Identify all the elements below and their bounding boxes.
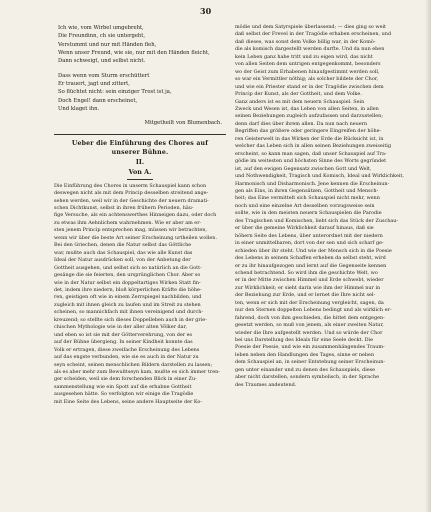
text-line: mit Eine Seite des Lebens, seine andere Hauptseite der Ko- — [54, 398, 202, 405]
right-column — [235, 24, 415, 389]
poem-line: Die Freundinn, ch sie untergeht, — [58, 33, 146, 40]
text-line: des Lebens in seinem Schaffen erheben da selbst steht, wird — [235, 255, 386, 262]
text-line: Volk er ertragen, diese zweifache Erscheinung des Lebens — [54, 346, 200, 353]
text-line: fahrend, doch von ihm geschieden, die hittet dem entgegen- — [235, 314, 385, 321]
text-line: schieden über ihr steht. Und wie der Mensch sich in die Poesie — [235, 247, 392, 254]
text-line: wie in der Natur selbst ein doppeltartiges Wirken Statt fin- — [54, 279, 201, 286]
text-line: er zu ihr hinaufgezogen und lernt auf die Gegenseite kennen — [235, 262, 387, 269]
text-line: bei uns Darstellung des Ideals für eine Seele deckt. Die — [235, 337, 373, 344]
text-line: sollte, wie in den meisten neuern Schauspielen die Parodie — [235, 210, 382, 217]
text-line: gesänge die sie feierten, den ursprünglichen Chor. Aber so — [54, 272, 201, 279]
text-line: Bei den Griechen, denen die Natur selbst das Göttliche — [54, 242, 192, 249]
text-line: Ideal der Natur ausdrücken soll, von der Anbetung der — [54, 257, 191, 264]
text-line: gen unter einander und zu denen des Schauspiels, diese — [235, 366, 376, 373]
text-line: daß selbst der Frevel in der Tragödie erhaben erscheinen, und — [235, 31, 392, 38]
text-line: des Tragischen und Komischen, liebt sich das Stück der Zuschau- — [235, 217, 399, 224]
text-line: ten, wenn er sich mit der Erscheinung vergleicht, sagen, da — [235, 299, 384, 306]
text-line: sten jenem Princip entsprechen mag, müssen wir betrachten, — [54, 227, 207, 234]
text-line: ausgesehen hätte. So verfolgten wir einige die Tragödie — [54, 391, 194, 398]
text-line: zugleich mit ihnen gleich zu laufen und im Streit zu stehen — [54, 301, 201, 308]
text-line: und eben so ist sie mit der Götterverehrung, von der es — [54, 331, 193, 338]
text-line: in einer unmittelbaren, dort von der sen und sich scharf ge- — [235, 240, 384, 247]
text-line: die als komisch dargestellt werden durfte. Und da nun eben — [235, 46, 385, 53]
poem-line: Und klaget ihn. — [58, 106, 100, 113]
text-line: gödie im weitesten und höchsten Sinne des Worts gegründet — [235, 158, 387, 165]
text-line: des Traumes andeutend. — [235, 381, 297, 388]
text-line: dem Schauspiel an, in seiner Entstehung seiner Erscheinun- — [235, 359, 386, 366]
text-line: schen Dichtkunst, selbst in ihren frühern Perioden, häu- — [54, 204, 194, 211]
text-line: aber nicht darstellen, sondern symbolisch, in der Sprache — [235, 374, 379, 381]
text-line: kreuzend; so stellte sich dieses Doppelleben auch in der grie- — [54, 316, 207, 323]
text-line: seyn scheint, seinen menschlichen Bildern darstellen zu lassen; — [54, 361, 213, 368]
text-line: fige Versuche, als ein achtenswerthes Hinneigen dazu, oder doch — [54, 212, 217, 219]
text-line: Zweck und Wesen ist, das Leben von allen Seiten, in allen — [235, 105, 379, 112]
poem-line: Verstummt und nur mit Händen fleh, — [58, 41, 157, 48]
text-line: höhern Seite des Lebens, über unterordnet mit der niedern — [235, 232, 383, 239]
section-divider — [54, 134, 226, 135]
text-line: wieder die Ihre aufgestellt werden. Und so würde der Chor — [235, 329, 383, 336]
text-line: von allen Seiten dem untrigen entgegenkommt, besonders — [235, 61, 381, 68]
text-line: welcher das Leben sich in allen seinen Beziehungen zweiseitig — [235, 143, 391, 150]
text-line: sammenstellung wie ein Spott auf die erhabne Gottheit — [54, 383, 192, 390]
text-line: nur den Sternen doppelten Lebens bedingt und als wirklich er- — [235, 307, 392, 314]
page-fold-shadow — [425, 0, 431, 512]
article-title-cont: unserer Bühne. — [111, 148, 169, 156]
text-line: wo der Geist zum Erhabenen hinaufgestimmt werden soll, — [235, 68, 380, 75]
poem-line: Dass wenn vom Sturm erschüttert — [58, 72, 150, 79]
text-line: und wie ein Priester stand er in der Tragödie zwischen dem — [235, 83, 384, 90]
text-line: deswegen nicht als mit dem Princip desselben streitend ange- — [54, 190, 209, 197]
left-column — [54, 24, 226, 406]
text-line: scheinen, so mannichfach mit ihnen vereinigend und durch- — [54, 309, 203, 316]
text-line: ger scheiden, weil sie dem forschenden Blick in einer Zu- — [54, 376, 197, 383]
text-line: so war ein Vermittler nöthig; als solcher bildete der Chor, — [235, 76, 379, 83]
text-line: Ganz anders ist es mit dem neuern Schauspiel. Sein — [235, 98, 365, 105]
text-line: und Nothwendigkeit, Tragisch und Komisch, Ideal und Wirklichkeit, — [235, 173, 404, 180]
article-title: Ueber die Einführung des Chores auf — [71, 140, 209, 148]
text-line: erscheint, so kann man sagen, daß unser Schauspiel auf Tra- — [235, 150, 387, 157]
text-line: kein Leben ganz habe tritt und zu eigen wird, das nicht — [235, 53, 373, 60]
right-prose — [235, 24, 415, 389]
text-line: er über die gemeine Wirklichkeit darauf hinaus, daß sie — [235, 225, 374, 232]
poem-line: Dann schweigt, und selbst nicht. — [58, 58, 146, 65]
poem-line: Wenn unser Freund, wie sie, nur mit den Händen fleicht, — [58, 50, 210, 57]
text-line: als es aber mehr zum Bewußtseyn kam, mußte es sich immer tren- — [54, 368, 220, 375]
poem-line: Er trauert, jagt und zittert, — [58, 81, 130, 88]
text-line: gen als Eins, in ihren Gegensätzen, Gottheit und Mensch- — [235, 187, 379, 194]
poem-stanza — [58, 72, 226, 114]
text-line: leben neben den Handlungen des Tages, sinne er neben — [235, 351, 375, 358]
byline-divider — [127, 179, 153, 180]
poem-attribution: Mitgetheilt von Blumenbach. — [144, 120, 222, 127]
text-line: sehen werden, weil wir in der Geschichte der neuern dramati- — [54, 197, 209, 204]
text-line: Poesie der Poesie, und wie ein zusammenhängendes Traum- — [235, 344, 385, 351]
text-line: ist, auf den ewigen Gegensatz zwischen Gott und Welt, — [235, 165, 372, 172]
text-line: Die Einführung des Chores in unserm Schauspiel kann schon — [54, 182, 207, 189]
text-line: war, mußte auch das Schauspiel, das wie alle Kunst das — [54, 249, 193, 256]
text-line: Gottheit ausgehen, und selbst sich so natürlich an die Gott- — [54, 264, 202, 271]
left-prose — [54, 183, 226, 407]
poem-line: Doch Engel! dann erscheinet, — [58, 97, 138, 104]
text-line: gesetzt werden, so muß von jenem, als einer zweiten Natur, — [235, 322, 384, 329]
page-number: 30 — [200, 6, 212, 16]
poem-stanza — [58, 24, 226, 66]
text-line: ren Geisterwelt in das Wirken der Erde die Rücksicht ist, in — [235, 135, 384, 142]
poem-line: So flüchtet nicht: sein einziger Trost ist ja, — [58, 89, 172, 96]
text-line: det, indem ihre niedern, bloß körperlichen Kräfte die höhe- — [54, 286, 202, 293]
text-line: Princip der Kunst, als der Gottheit, und dem Volke. — [235, 91, 362, 98]
text-line: Begriffen das größere oder geringere Eingreifen der höhe- — [235, 128, 382, 135]
text-line: Harmonisch und Disharmonisch. Jene kennen die Erscheinun- — [235, 180, 390, 187]
text-line: er in der Mitte zwischen Himmel und Erde schwebt, wieder — [235, 277, 384, 284]
text-line: wenn wir über die beste Art seiner Erscheinung urtheilen wollen. — [54, 234, 218, 241]
article-part-numeral: II. — [135, 158, 145, 167]
poem-line: Ich wie, vom Wirbel umgebreht, — [58, 25, 144, 31]
text-line: zu etwas ihm Aehnlichem wahrnehmen. Wie er aber am er- — [54, 219, 202, 226]
text-line: seinen Beziehungen zugleich aufzufassen und darzustellen; — [235, 113, 383, 120]
text-line: noch und eine einzelne Art desselben vorzugsweise sein — [235, 202, 375, 209]
poem — [58, 24, 226, 113]
text-line: chischen Mythologie wie in der aller alten Völker dar, — [54, 324, 187, 331]
text-line: mödie und dem Satyrspiele überlassend; — dies ging so weit — [235, 24, 387, 30]
text-line: zur Wirklichkeit; er sieht darin wie ihm der Himmel nur in — [235, 284, 381, 291]
text-line: ren, geistigen oft wie in einem Zerrspiegel nachbilden, und — [54, 294, 202, 301]
text-line: auf der Bühne übergieng. In seiner Kindheit konnte das — [54, 339, 193, 346]
text-line: denn darf dies über ihrem allen. Da nun nach neuern — [235, 120, 368, 127]
text-line: heit; das Eine vermittelt sich Schauspiel nicht mehr, wenn — [235, 195, 380, 202]
text-line: daß dieses, was sonst dem Volke billig war, in der Komö- — [235, 38, 376, 45]
text-line: auf das engste verbunden, wie sie es auch in der Natur zu — [54, 354, 199, 361]
article-byline: Von A. — [128, 168, 152, 177]
text-line: der Beziehung zur Erde, und er lernet die Ihre nicht sel- — [235, 292, 376, 299]
text-line: schend betrachtend. So wird ihm die geschichte Welt, wo — [235, 269, 378, 276]
